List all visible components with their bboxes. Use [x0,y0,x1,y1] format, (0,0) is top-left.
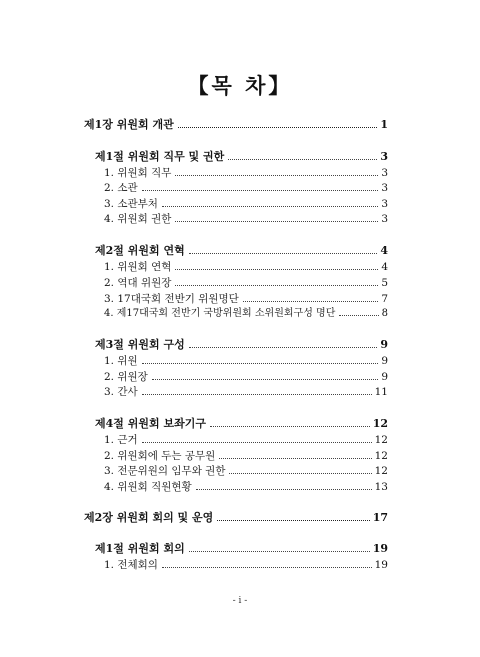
toc-page: 12 [374,434,388,446]
toc-chapter-2[interactable] [84,511,388,525]
dot-leader [175,221,378,222]
toc-item[interactable] [104,464,388,478]
toc-label: 4. 위원회 권한 [104,213,172,225]
toc-page: 13 [374,481,388,493]
dot-leader [210,426,370,427]
toc-page: 1 [380,118,388,131]
toc-label: 제3절 위원회 구성 [95,338,185,351]
toc-page: 3 [381,198,388,210]
page-number: - i - [232,596,248,606]
dot-leader [142,442,372,443]
toc-label: 3. 간사 [104,386,138,398]
toc-section-1-3[interactable] [95,338,388,352]
toc-item[interactable] [104,197,388,211]
dot-leader [196,489,372,490]
dot-leader [142,394,372,395]
toc-label: 제2절 위원회 연혁 [95,244,185,257]
toc-page: 5 [381,277,388,289]
toc-page: 17 [372,511,388,524]
toc-item[interactable] [104,292,388,306]
page-title: 【목 차】 [187,73,293,98]
toc-item[interactable] [104,354,388,368]
toc-item[interactable] [104,260,388,274]
dot-leader [142,190,379,191]
toc-page: 8 [381,308,388,319]
dot-leader [162,206,378,207]
toc-page: 9 [381,371,388,383]
toc-label: 1. 위원 [104,355,138,367]
toc-page: 12 [372,417,388,430]
toc-label: 1. 근거 [104,434,138,446]
toc-page: 7 [381,293,388,305]
dot-leader [178,127,378,128]
dot-leader [189,253,378,254]
dot-leader [152,379,379,380]
dot-leader [217,520,369,521]
toc-label: 1. 전체회의 [104,559,158,571]
toc-item[interactable] [104,480,388,494]
toc-page: 4 [381,261,388,273]
toc-label: 제2장 위원회 회의 및 운영 [84,511,214,524]
dot-leader [189,551,370,552]
toc-label: 제1절 위원회 회의 [95,542,185,555]
toc-section-2-1[interactable] [95,542,388,556]
toc-label: 4. 위원회 직원현황 [104,481,192,493]
dot-leader [162,567,372,568]
toc-page: 3 [381,182,388,194]
toc-chapter-1[interactable] [84,118,388,132]
toc-label: 제1절 위원회 직무 및 권한 [95,150,225,163]
dot-leader [228,159,377,160]
dot-leader [229,473,371,474]
toc-label: 3. 소관부처 [104,198,158,210]
toc-item[interactable] [104,166,388,180]
toc-label: 제4절 위원회 보좌기구 [95,417,206,430]
toc-item[interactable] [104,212,388,226]
toc-item[interactable] [104,449,388,463]
toc-item[interactable] [104,370,388,384]
toc-page: 3 [381,167,388,179]
toc-page: 19 [374,559,388,571]
toc-item[interactable] [104,433,388,447]
toc-label: 4. 제17대국회 전반기 국방위원회 소위원회구성 명단 [104,308,336,319]
toc-label: 3. 17대국회 전반기 위원명단 [104,293,239,305]
toc-section-1-1[interactable] [95,150,388,164]
toc-label: 2. 역대 위원장 [104,277,172,289]
toc-label: 2. 소관 [104,182,138,194]
toc-item[interactable] [104,385,388,399]
dot-leader [175,285,378,286]
toc-item[interactable] [104,558,388,572]
toc-label: 1. 위원회 연혁 [104,261,172,273]
toc-item[interactable] [104,276,388,290]
dot-leader [175,175,378,176]
dot-leader [142,363,379,364]
toc-item[interactable] [104,307,388,321]
toc-label: 3. 전문위원의 임무와 권한 [104,465,226,477]
dot-leader [339,315,378,316]
dot-leader [219,458,371,459]
toc-label: 2. 위원장 [104,371,148,383]
toc-item[interactable] [104,181,388,195]
toc-section-1-2[interactable] [95,244,388,258]
toc-page: 12 [374,465,388,477]
dot-leader [189,347,378,348]
toc-page: 3 [381,213,388,225]
toc-page: 3 [380,150,388,163]
toc-label: 제1장 위원회 개관 [84,118,174,131]
toc-page: 9 [381,355,388,367]
toc-label: 1. 위원회 직무 [104,167,172,179]
toc-page: 19 [372,542,388,555]
toc-section-1-4[interactable] [95,417,388,431]
toc-page: 4 [380,244,388,257]
dot-leader [243,301,378,302]
toc-page: 9 [380,338,388,351]
toc-page: 11 [374,386,388,398]
toc-page: 12 [374,450,388,462]
dot-leader [175,269,378,270]
toc-label: 2. 위원회에 두는 공무원 [104,450,216,462]
